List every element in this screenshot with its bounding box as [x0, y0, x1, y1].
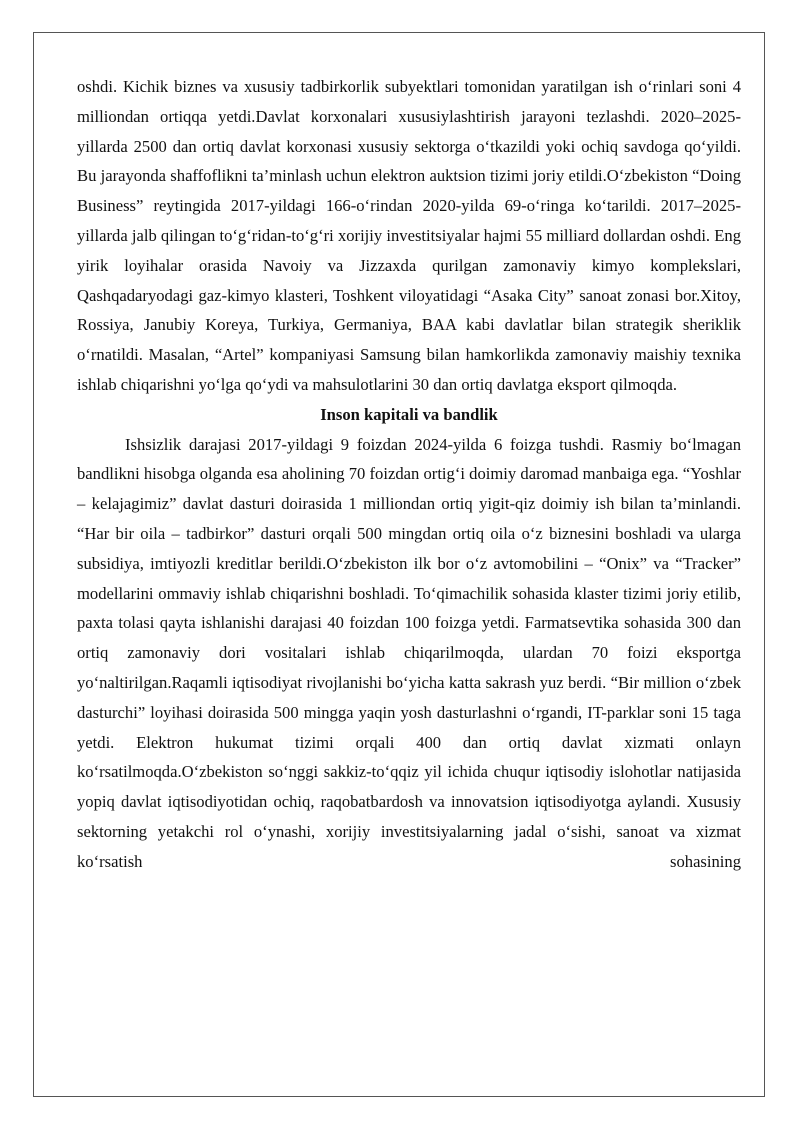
body-paragraph-2: Ishsizlik darajasi 2017-yildagi 9 foizdan 2024-yilda 6 foizga tushdi. Rasmiy bo‘lmagan bandlikni hisobga olganda esa aholining 70 foizdan ortig‘i doimiy daromad manbaiga ega. “Yoshlar – kelajagimiz” davlat dasturi doirasida 1 milliondan ortiq yigit-qiz doimiy ish bilan ta’minlandi. “Har bir oila – tadbirkor” dasturi orqali 500 mingdan ortiq oila o‘z biznesini boshladi va ularga subsidiya, imtiyozli kreditlar berildi.O‘zbekiston ilk bor o‘z avtomobilini – “Onix” va “Tracker” modellarini ommaviy ishlab chiqarishni boshladi. To‘qimachilik sohasida klaster tizimi joriy etilib, paxta tolasi qayta ishlanishi darajasi 40 foizdan 100 foizga yetdi. Farmatsevtika sohasida 300 dan ortiq zamonaviy dori vositalari ishlab chiqarilmoqda, ulardan 70 foizi eksportga yo‘naltirilgan.Raqamli iqtisodiyat rivojlanishi bo‘yicha katta sakrash yuz berdi. “Bir million o‘zbek dasturchi” loyihasi doirasida 500 mingga yaqin yosh dasturlashni o‘rgandi, IT-parklar soni 15 taga yetdi. Elektron hukumat tizimi orqali 400 dan ortiq davlat xizmati onlayn ko‘rsatilmoqda.O‘zbekiston so‘nggi sakkiz-to‘qqiz yil ichida chuqur iqtisodiy islohotlar natijasida yopiq davlat iqtisodiyotidan ochiq, raqobatbardosh va innovatsion iqtisodiyotga aylandi. Xususiy sektorning yetakchi rol o‘ynashi, xorijiy investitsiyalarning jadal o‘sishi, sanoat va xizmat ko‘rsatish sohasining	[77, 434, 741, 871]
document-body	[77, 72, 741, 877]
body-paragraph-1: oshdi. Kichik biznes va xususiy tadbirkorlik subyektlari tomonidan yaratilgan ish o‘rinlari soni 4 milliondan ortiqqa yetdi.Davlat korxonalari xususiylashtirish jarayoni tezlashdi. 2020–2025-yillarda 2500 dan ortiq davlat korxonasi xususiy sektorga o‘tkazildi yoki ochiq savdoga qo‘yildi. Bu jarayonda shaffoflikni ta’minlash uchun elektron auktsion tizimi joriy etildi.O‘zbekiston “Doing Business” reytingida 2017-yildagi 166-o‘rindan 2020-yilda 69-o‘ringa ko‘tarildi. 2017–2025-yillarda jalb qilingan to‘g‘ridan-to‘g‘ri xorijiy investitsiyalar hajmi 55 milliard dollardan oshdi. Eng yirik loyihalar orasida Navoiy va Jizzaxda qurilgan zamonaviy kimyo komplekslari, Qashqadaryodagi gaz-kimyo klasteri, Toshkent viloyatidagi “Asaka City” sanoat zonasi bor.Xitoy, Rossiya, Janubiy Koreya, Turkiya, Germaniya, BAA kabi davlatlar bilan strategik sheriklik o‘rnatildi. Masalan, “Artel” kompaniyasi Samsung bilan hamkorlikda zamonaviy maishiy texnika ishlab chiqarishni yo‘lga qo‘ydi va mahsulotlarini 30 dan ortiq davlatga eksport qilmoqda.	[77, 77, 741, 394]
section-heading: Inson kapitali va bandlik	[320, 404, 498, 424]
